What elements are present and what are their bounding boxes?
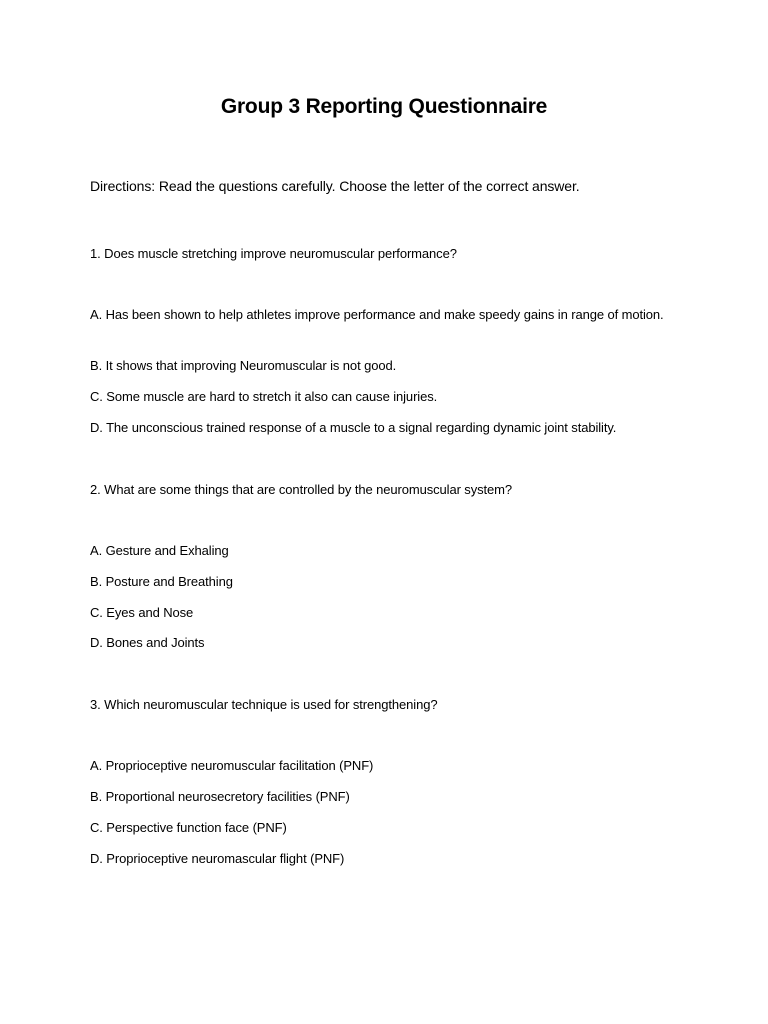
question-2-choice-c: C. Eyes and Nose [90,605,194,620]
question-3-choice-b: B. Proportional neurosecretory facilities (PNF) [90,789,350,804]
directions-text: Directions: Read the questions carefully. Choose the letter of the correct answer. [90,178,580,194]
question-2-choice-b: B. Posture and Breathing [90,574,233,589]
question-2: 2. What are some things that are controlled by the neuromuscular system? [90,482,513,497]
question-1-choice-a: A. Has been shown to help athletes improve performance and make speedy gains in range of motion. [90,307,664,322]
question-3: 3. Which neuromuscular technique is used for strengthening? [90,697,438,712]
question-1-choice-b: B. It shows that improving Neuromuscular is not good. [90,358,397,373]
question-3-choice-d: D. Proprioceptive neuromascular flight (PNF) [90,851,345,866]
question-2-choice-a: A. Gesture and Exhaling [90,543,229,558]
question-1-choice-c: C. Some muscle are hard to stretch it also can cause injuries. [90,389,438,404]
document-title: Group 3 Reporting Questionnaire [220,95,548,118]
question-2-choice-d: D. Bones and Joints [90,635,205,650]
question-1-choice-d: D. The unconscious trained response of a muscle to a signal regarding dynamic joint stability. [90,420,617,435]
question-3-choice-c: C. Perspective function face (PNF) [90,820,287,835]
question-1: 1. Does muscle stretching improve neuromuscular performance? [90,246,457,261]
question-3-choice-a: A. Proprioceptive neuromuscular facilitation (PNF) [90,758,374,773]
